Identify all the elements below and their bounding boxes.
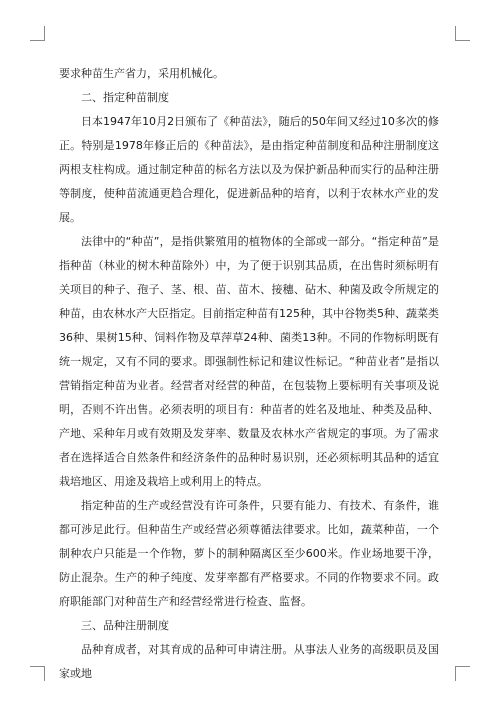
paragraph-production-requirements: 指定种苗的生产或经营没有许可条件，只要有能力、有技术、有条件，谁都可涉足此行。但种苗生产或经营必须尊循法律要求。比如，蔬菜种苗，一个制种农户只能是一个作物，萝卜的制种隔离区至少600米。作业场地要干净，防止混杂。生产的种子纯度、发芽率都有严格要求。不同的作物要求不同。政府职能部门对种苗生产和经营经常进行检查、监督。 bbox=[59, 499, 439, 608]
crop-mark-bottom-right bbox=[455, 666, 470, 681]
crop-mark-bottom-left bbox=[30, 666, 45, 681]
crop-mark-top-right bbox=[455, 26, 470, 41]
paragraph-seedling-law-history: 日本1947年10月2日颁布了《种苗法》，随后的50年间又经过10多次的修正。特别是1978年修正后的《种苗法》，是由指定种苗制度和品种注册制度这两根支柱构成。通过制定种苗的标名方法以及为保护新品种而实行的品种注册等制度，使种苗流通更趋合理化，促进新品种的培育，以利于农林水产业的发展。 bbox=[59, 115, 439, 224]
section-heading-variety-registration: 三、品种注册制度 bbox=[81, 619, 169, 632]
document-body bbox=[59, 62, 439, 686]
paragraph-variety-registration: 品种育成者，对其育成的品种可申请注册。从事法人业务的高级职员及国家或地 bbox=[59, 643, 439, 680]
section-heading-designated-seedlings: 二、指定种苗制度 bbox=[81, 91, 169, 104]
paragraph-seedling-definition: 法律中的“种苗”，是指供繁殖用的植物体的全部或一部分。“指定种苗”是指种苗（林业的树木种苗除外）中，为了便于识别其品质，在出售时须标明有关项目的种子、孢子、茎、根、苗、苗木、接穗、砧木、种菌及政令所规定的种苗，由农林水产大臣指定。目前指定种苗有125种，其中谷物类5种、蔬菜类36种、果树15种、饲料作物及草萍草24种、菌类13种。不同的作物标明既有统一规定，又有不同的要求。即强制性标记和建议性标记。“种苗业者”是指以营销指定种苗为业者。经营者对经营的种苗，在包装物上要标明有关事项及说明，否则不许出售。必须表明的项目有：种苗者的姓名及地址、种类及品种、产地、采种年月或有效期及发芽率、数量及农林水产省规定的事项。为了需求者在选择适合自然条件和经济条件的品种时易识别，还必须标明其品种的适宜栽培地区、用途及栽培上或利用上的特点。 bbox=[59, 235, 439, 488]
paragraph-continuation: 要求种苗生产省力，采用机械化。 bbox=[59, 67, 224, 80]
crop-mark-top-left bbox=[30, 26, 45, 41]
